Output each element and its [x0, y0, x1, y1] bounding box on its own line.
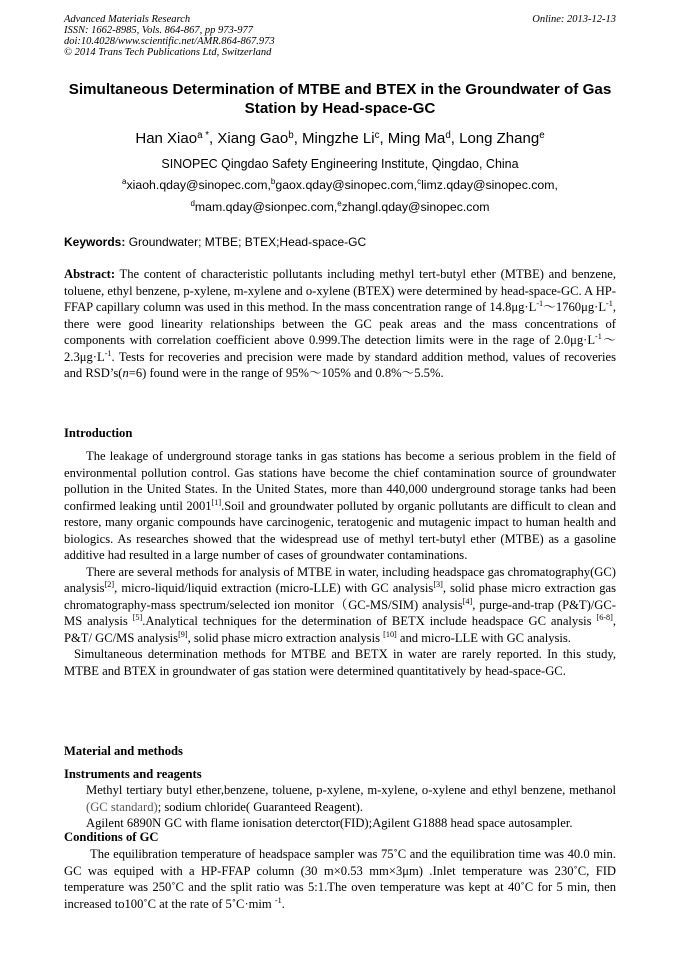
intro-paragraph: The leakage of underground storage tanks in gas stations has become a serious problem in the field of environmental pollution control. Gas stations have become the chief contamination source of groundwater pollution in the United States. In the United States, more than 440,000 underground storage tanks had been confirmed leaking until 2001[1].Soil and groundwater polluted by organic pollutants are difficult to clean and restore, many organic compounds have carcinogenic, teratogenic and mutagenic impact to human health and biologics. As researches showed that the widespread use of methyl tert-butyl ether (MTBE) as a gasoline additive had resulted in a large number of cases of groundwater contaminations.: [64, 449, 616, 562]
author-list: Han Xiao$^{a *}$, Xiang Gao$^b$, Mingzhe Li$^c$, Ming Ma$^d$, Long Zhang$^e$: [135, 130, 545, 147]
keywords: [64, 234, 616, 250]
citation[interactable]: [6-8]: [596, 613, 613, 622]
affiliation: SINOPEC Qingdao Safety Engineering Institute, Qingdao, China: [161, 157, 519, 171]
author-sup: b: [288, 130, 294, 141]
journal-issn: ISSN: 1662-8985, Vols. 864-867, pp 973-977: [64, 25, 253, 36]
author-name: Han Xiao: [135, 130, 198, 147]
journal-doi: doi:10.4028/www.scientific.net/AMR.864-867.973: [64, 36, 275, 47]
author-sup: e: [539, 130, 545, 141]
journal-copyright: © 2014 Trans Tech Publications Ltd, Switzerland: [64, 47, 272, 58]
citation[interactable]: [10]: [383, 629, 397, 639]
journal-name: Advanced Materials Research: [64, 14, 191, 25]
keywords-text: Groundwater; MTBE; BTEX;Head-space-GC: [125, 235, 367, 249]
citation[interactable]: [5]: [132, 613, 143, 622]
citation[interactable]: [9]: [178, 629, 188, 639]
email-link[interactable]: xiaoh.qday@sinopec.com,: [126, 178, 271, 192]
email-link[interactable]: mam.qday@sionpec.com,: [194, 200, 338, 214]
subheading-instruments: Instruments and reagents: [64, 767, 202, 781]
journal-header: [64, 14, 616, 58]
introduction-body: [64, 448, 616, 679]
paper-title: Simultaneous Determination of MTBE and BTEX in the Groundwater of Gas Station by Head-space-GC: [68, 81, 612, 117]
citation[interactable]: [4]: [462, 596, 473, 606]
email-link[interactable]: limz.qday@sinopec.com,: [421, 178, 558, 192]
section-heading-introduction: Introduction: [64, 426, 133, 440]
citation[interactable]: [1]: [211, 497, 222, 507]
email-link[interactable]: zhangl.qday@sinopec.com: [341, 200, 490, 214]
abstract-label: Abstract:: [64, 267, 116, 281]
intro-paragraph: There are several methods for analysis of MTBE in water, including headspace gas chromatography(GC) analysis[2], micro-liquid/liquid extraction (micro-LLE) with GC analysis[3], solid phase micro extraction gas chromatography-mass spectrum/selected ion monitor（GC-MS/SIM) analysis[4], purge-and-trap (P&T)/GC- MS analysis [5].Analytical techniques for the determination of BETX include headspace GC analysis [6-8], P&T/ GC/MS analysis[9], solid phase micro extraction analysis [10] and micro-LLE with GC analysis.: [64, 564, 616, 645]
subheading-gc-conditions: Conditions of GC: [64, 830, 159, 844]
intro-paragraph: Simultaneous determination methods for MTBE and BETX in water are rarely reported. In this study, MTBE and BTEX in groundwater of gas station were determined quantitatively by head-space-GC.: [64, 647, 616, 678]
citation[interactable]: [3]: [433, 580, 443, 589]
author-name: Mingzhe Li: [302, 130, 375, 147]
email-link[interactable]: gaox.qday@sinopec.com,: [275, 178, 418, 192]
author-sup: d: [445, 130, 451, 141]
instruments-line: Agilent 6890N GC with flame ionisation deterctor(FID);Agilent G1888 head space autosampler.: [86, 816, 573, 830]
author-name: Xiang Gao: [217, 130, 289, 147]
email-line-2: $^d$mam.qday@sionpec.com,$^e$zhangl.qday@sinopec.com: [190, 199, 490, 214]
author-name: Long Zhang: [459, 130, 540, 147]
reagents-paragraph: Methyl tertiary butyl ether,benzene, toluene, p-xylene, m-xylene, o-xylene and ethyl benzene, methanol (GC standard); sodium chloride( Guaranteed Reagent). Agilent 6890N GC with flame ionisation deterctor(FID);Agilent G1888 head space autosampler.: [64, 782, 616, 832]
author-name: Ming Ma: [387, 130, 446, 147]
online-date: Online: 2013-12-13: [532, 14, 616, 25]
author-sup: c: [374, 130, 380, 141]
author-sup: a *: [197, 130, 210, 141]
email-line-1: $^a$xiaoh.qday@sinopec.com,$^b$gaox.qday@sinopec.com,$^c$limz.qday@sinopec.com,: [122, 177, 558, 192]
keywords-label: Keywords:: [64, 235, 126, 249]
abstract: Abstract: The content of characteristic pollutants including methyl tert-butyl ether (MTBE) and benzene, toluene, ethyl benzene, p-xylene, m-xylene and o-xylene (BTEX) were determined by head-space-GC. A HP-FFAP capillary column was used in this method. In the mass concentration range of $14.8\mu g\cdot L^{-1}\sim 1760\mu g\cdot L^{-1}$, there were good linearity relationships between the GC peak areas and the mass concentrations of components with correlation coefficient above 0.999.The detection limits were in the rage of $2.0\mu g\cdot L^{-1}\sim 2.3\mu g\cdot L^{-1}$. Tests for recoveries and precision were made by standard addition method, values of recoveries and RSD’s(n=6) found were in the range of 95%～105% and 0.8%～5.5%.: [64, 267, 616, 380]
citation[interactable]: [2]: [104, 580, 115, 589]
gc-conditions-paragraph: The equilibration temperature of headspace sampler was 75˚C and the equilibration time was 40.0 min. GC was equiped with a HP-FFAP column (30 m×0.53 mm×3μm) .Inlet temperature was 230˚C, FID temperature was 250˚C and the split ratio was 5:1.The oven temperature was kept at 40˚C for 5 min, then increased to100˚C at the rate of 5˚C·mim $^{-1}$.: [64, 847, 616, 911]
section-heading-materials: Material and methods: [64, 744, 183, 758]
